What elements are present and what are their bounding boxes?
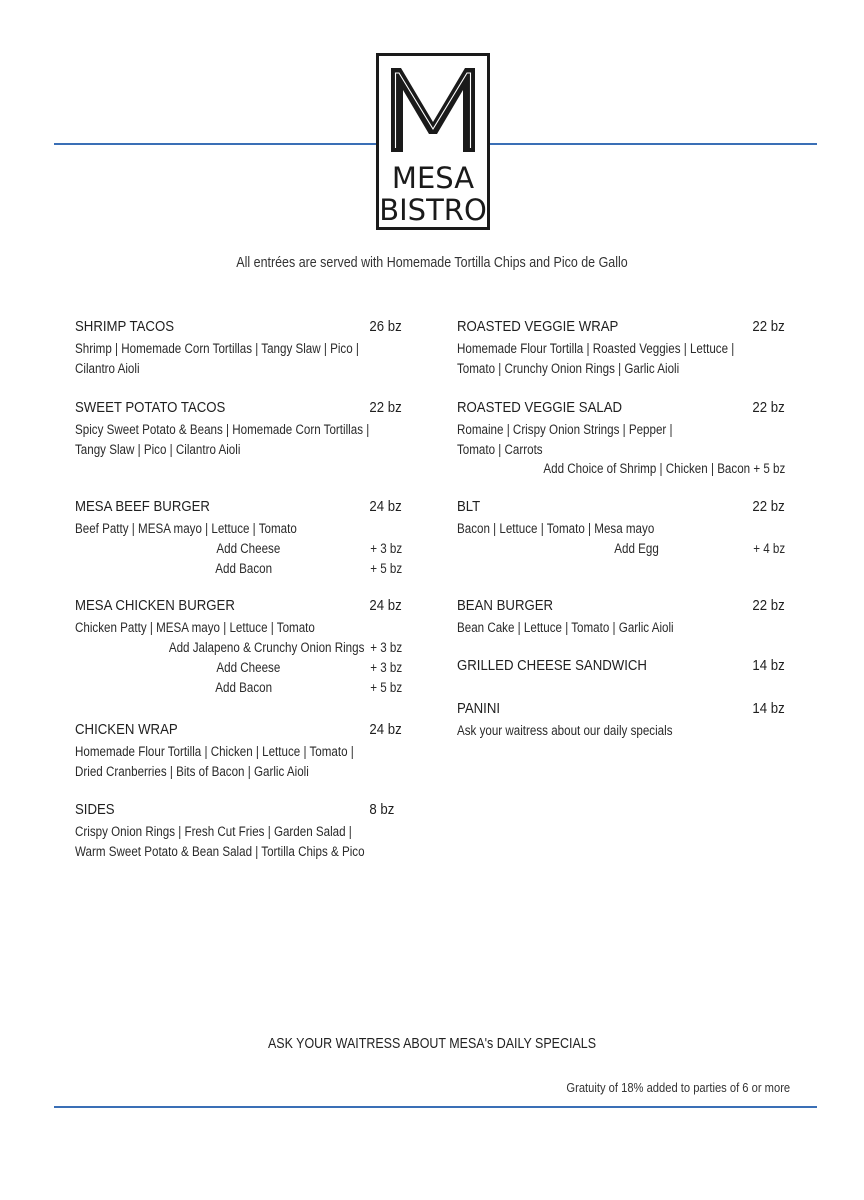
- item-description: Crispy Onion Rings | Fresh Cut Fries | Garden Salad | Warm Sweet Potato & Bean Salad | Tortilla Chips & Pico: [75, 824, 365, 859]
- menu-item-shrimp-tacos: [75, 318, 402, 378]
- logo-line-mesa: MESA: [391, 161, 475, 195]
- addon-label: Add Cheese: [216, 659, 280, 675]
- menu-item-chicken-wrap: [75, 721, 402, 781]
- gratuity-note: Gratuity of 18% added to parties of 6 or more: [566, 1080, 790, 1095]
- menu-item-roasted-veggie-wrap: [457, 318, 785, 378]
- item-price: 24 bz: [369, 721, 402, 738]
- item-price: 14 bz: [752, 657, 785, 674]
- addon-label: Add Bacon: [215, 679, 272, 695]
- footer-rule: [54, 1106, 817, 1108]
- addon-price: + 3 bz: [370, 639, 402, 655]
- item-description: Shrimp | Homemade Corn Tortillas | Tangy Slaw | Pico | Cilantro Aioli: [75, 341, 359, 376]
- addon-row: [75, 678, 402, 698]
- menu-item-mesa-chicken-burger: [75, 597, 402, 698]
- menu-item-blt: [457, 498, 785, 559]
- item-name: SHRIMP TACOS: [75, 318, 175, 335]
- addon-price: + 5 bz: [370, 679, 402, 695]
- mesa-bistro-logo: [376, 53, 490, 230]
- item-price: 24 bz: [369, 498, 402, 515]
- addon-row: [75, 638, 402, 658]
- item-price: 22 bz: [752, 597, 785, 614]
- item-price: 22 bz: [752, 498, 785, 515]
- addon-row: [75, 559, 402, 579]
- item-price: 22 bz: [752, 318, 785, 335]
- item-description: Beef Patty | MESA mayo | Lettuce | Tomato: [75, 521, 297, 536]
- menu-item-panini: [457, 700, 785, 741]
- item-name: BLT: [457, 498, 481, 515]
- item-description: Spicy Sweet Potato & Beans | Homemade Corn Tortillas | Tangy Slaw | Pico | Cilantro Aioli: [75, 422, 370, 457]
- menu-item-roasted-veggie-salad: [457, 399, 785, 479]
- addon-label: Add Choice of Shrimp | Chicken | Bacon + 5 bz: [543, 461, 785, 476]
- addon-row: [75, 539, 402, 559]
- menu-item-grilled-cheese-sandwich: [457, 657, 785, 677]
- item-description: Ask your waitress about our daily specials: [457, 723, 673, 738]
- item-name: ROASTED VEGGIE WRAP: [457, 318, 619, 335]
- item-name: BEAN BURGER: [457, 597, 554, 614]
- item-description: Bean Cake | Lettuce | Tomato | Garlic Aioli: [457, 620, 674, 635]
- item-description: Romaine | Crispy Onion Strings | Pepper | Tomato | Carrots: [457, 422, 673, 457]
- item-description: Bacon | Lettuce | Tomato | Mesa mayo: [457, 521, 655, 536]
- item-name: GRILLED CHEESE SANDWICH: [457, 657, 647, 674]
- item-name: ROASTED VEGGIE SALAD: [457, 399, 623, 416]
- addon-label: Add Cheese: [216, 540, 280, 556]
- menu-item-sides: [75, 801, 402, 861]
- addon-label: Add Egg: [614, 540, 659, 556]
- item-name: MESA BEEF BURGER: [75, 498, 210, 515]
- item-name: SIDES: [75, 801, 115, 818]
- item-price: 14 bz: [752, 700, 785, 717]
- menu-item-sweet-potato-tacos: [75, 399, 402, 459]
- item-price: 26 bz: [369, 318, 402, 335]
- addon-price: + 3 bz: [370, 540, 402, 556]
- addon-label: Add Jalapeno & Crunchy Onion Rings: [168, 639, 364, 655]
- item-price: 8 bz: [369, 801, 394, 818]
- addon-row: [75, 658, 402, 678]
- header-rule-left: [54, 143, 376, 145]
- item-name: MESA CHICKEN BURGER: [75, 597, 235, 614]
- addon-price: + 5 bz: [370, 560, 402, 576]
- item-name: CHICKEN WRAP: [75, 721, 178, 738]
- addon-row: [457, 539, 785, 559]
- addon-price: + 3 bz: [370, 659, 402, 675]
- item-description: Homemade Flour Tortilla | Chicken | Lettuce | Tomato | Dried Cranberries | Bits of Bacon | Garlic Aioli: [75, 744, 354, 779]
- item-price: 22 bz: [752, 399, 785, 416]
- item-name: PANINI: [457, 700, 501, 717]
- logo-line-bistro: BISTRO: [379, 193, 487, 227]
- daily-specials-note: ASK YOUR WAITRESS ABOUT MESA's DAILY SPECIALS: [267, 1036, 597, 1052]
- item-description: Chicken Patty | MESA mayo | Lettuce | Tomato: [75, 620, 315, 635]
- addon-row: [457, 459, 785, 479]
- menu-item-bean-burger: [457, 597, 785, 638]
- menu-item-mesa-beef-burger: [75, 498, 402, 579]
- item-name: SWEET POTATO TACOS: [75, 399, 226, 416]
- served-with-note: All entrées are served with Homemade Tortilla Chips and Pico de Gallo: [236, 255, 628, 271]
- addon-label: Add Bacon: [215, 560, 272, 576]
- monogram-m-icon: [379, 56, 487, 164]
- item-price: 22 bz: [369, 399, 402, 416]
- item-price: 24 bz: [369, 597, 402, 614]
- item-description: Homemade Flour Tortilla | Roasted Veggies | Lettuce | Tomato | Crunchy Onion Rings | Garlic Aioli: [457, 341, 735, 376]
- header-rule-right: [490, 143, 817, 145]
- addon-price: + 4 bz: [753, 540, 785, 556]
